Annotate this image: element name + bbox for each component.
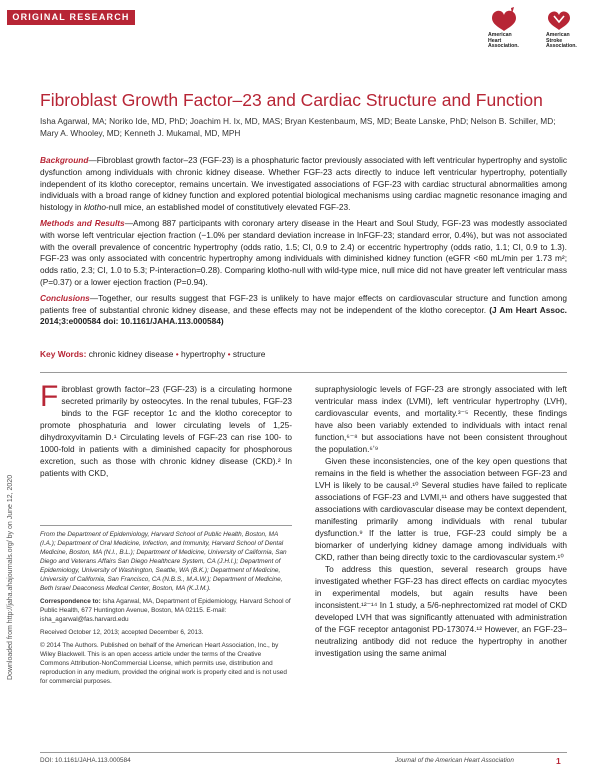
- keyword-item: chronic kidney disease: [88, 349, 174, 359]
- keyword-item: structure: [232, 349, 266, 359]
- citation: (J Am Heart Assoc. 2014;3:e000584 doi: 10.1161/JAHA.113.000584): [40, 304, 567, 327]
- copyright-notice: © 2014 The Authors. Published on behalf of the American Heart Association, Inc., by Wiley Blackwell. This is an open access article under the terms of the Creative Commons Attribution-NonCommercial License, which permits use, distribution and reproduction in any medium, provided the original work is properly cited and is not used for commercial purposes.: [40, 642, 287, 685]
- publisher-1-name: American Heart Association.: [488, 32, 519, 50]
- conclusions-label: Conclusions: [40, 292, 90, 303]
- body-paragraph: Fibroblast growth factor–23 (FGF-23) is a circulating hormone secreted primarily by osteocytes. In the renal tubules, FGF-23 binds to the FGF receptor 1c and the klotho coreceptor to promote phosphaturia and lower circulating levels of 1,25-dihydroxyvitamin D.¹ Circulating levels of FGF-23 can rise 100- to 1000-fold in patients with a diminished capacity for phosphorous excretion, such as those with chronic kidney disease (CKD).² In patients with CKD,: [40, 380, 292, 478]
- keyword-separator: •: [227, 349, 231, 359]
- abstract: [40, 155, 567, 332]
- keyword-item: hypertrophy: [181, 349, 226, 359]
- publisher-logos: [488, 6, 594, 48]
- section-label: ORIGINAL RESEARCH: [7, 10, 135, 25]
- drop-cap: F: [40, 380, 59, 413]
- footer-journal: Journal of the American Heart Association: [395, 757, 514, 764]
- affiliations: From the Department of Epidemiology, Harvard School of Public Health, Boston, MA (I.A.); Department of Oral Medicine, Infection, and Immunity, Harvard School of Dental Medicine, Boston, MA (N.I., B.L.); Department of Medicine, University of California, San Diego and Veterans Affairs San Diego Healthcare System, CA (J.H.I.); Department of Epidemiology, University of Washington, Seattle, WA (B.K.); Department of Medicine, University of California, San Francisco, CA (N.B.S., M.A.W.); Department of Medicine, Beth Israel Deaconess Medical Center, Boston, MA (K.J.M.).: [40, 531, 287, 592]
- stroke-logo-icon: [546, 6, 572, 32]
- abstract-methods: Methods and Results—Among 887 participants with coronary artery disease in the Heart and Soul Study, FGF-23 was modestly associated with worse left ventricular ejection fraction (−1.0% per standard deviation increase in lnFGF-23; standard error, 0.4%), but was not associated with the overall prevalence of concentric hypertrophy (odds ratio, 1.5; CI, 0.9 to 2.4) or eccentric hypertrophy (odds ratio, 1.1; CI, 0.9 to 1.3). FGF-23 was only associated with concentric hypertrophy among individuals with diminished kidney function (eGFR <60 mL/min per 1.73 m²; odds ratio, 2.3; CI, 1.0 to 5.3; P-interaction=0.28). Comparing klotho-null with wild-type mice, null mice did not have greater left ventricular mass (P=0.37) or a lower ejection fraction (P=0.94).: [40, 217, 567, 287]
- author-list: Isha Agarwal, MA; Noriko Ide, MD, PhD; Joachim H. Ix, MD, MAS; Bryan Kestenbaum, MS, MD; Beate Lanske, PhD; Nelson B. Schiller, MD; Mary A. Whooley, MD; Kenneth J. Mukamal, MD, MPH: [40, 116, 556, 138]
- body-column-left: [40, 380, 292, 479]
- abstract-conclusions: Conclusions—Together, our results suggest that FGF-23 is unlikely to have major effects on cardiovascular structure and function among patients free of substantial chronic kidney disease, and these effects may not be independent of the klotho coreceptor. (J Am Heart Assoc. 2014;3:e000584 doi: 10.1161/JAHA.113.000584): [40, 292, 567, 327]
- divider: [40, 372, 567, 373]
- body-column-right: [315, 383, 567, 659]
- background-label: Background: [40, 155, 89, 165]
- abstract-background: Background—Fibroblast growth factor–23 (FGF-23) is a phosphaturic factor previously associated with left ventricular hypertrophy and systolic dysfunction among individuals with chronic kidney disease. Whether FGF-23 acts directly to induce left ventricular hypertrophy, potentially independent of its klotho coreceptor, remains uncertain. We investigated associations of FGF-23 with cardiac structural abnormalities among individuals with a broad range of kidney function and explored potential biological mechanisms using cardiac magnetic resonance imaging and histology in klotho-null mice, an established model of constitutively elevated FGF-23.: [40, 155, 567, 213]
- heart-torch-logo-icon: [488, 6, 528, 32]
- body-paragraph: supraphysiologic levels of FGF-23 are strongly associated with left ventricular mass index (LVMI), left ventricular hypertrophy (LVH), cardiovascular events, and mortality.³⁻⁵ Recently, these findings have also been variably extended to individuals with intact renal function,⁶⁻⁸ but associations have not been consistent throughout the population.⁶ʼ⁹: [315, 384, 567, 454]
- footnote-divider: [40, 525, 292, 526]
- footnotes: [40, 530, 292, 690]
- footer-doi: DOI: 10.1161/JAHA.113.000584: [40, 757, 131, 764]
- body-paragraph: To address this question, several research groups have investigated whether FGF-23 has direct effects on cardiac myocytes in experimental models, but again results have been inconsistent.¹²⁻¹⁴ In 1 study, a 5/6-nephrectomized rat model of CKD developed LVH that was significantly attenuated with administration of the FGF receptor antagonist PD-173074.¹² However, an FGF-23–neutralizing antibody did not reduce the hypertrophy in another investigation using the same animal: [315, 564, 567, 658]
- publisher-2-name: American Stroke Association.: [546, 32, 577, 50]
- download-note: Downloaded from http://jaha.ahajournals.org/ by on June 12, 2020: [7, 474, 14, 680]
- body-paragraph: Given these inconsistencies, one of the key open questions that remains in the field is whether the association between FGF-23 and LVH is likely to be causal.¹⁰ Several studies have failed to replicate associations of FGF-23 and LVMI,¹¹ and others have suggested that associations with cardiovascular disease may be context dependent, manifesting primarily among individuals with renal tubular dysfunction.⁹ If the latter is true, FGF-23 could simply be a biomarker of underlying kidney damage among individuals with CKD, rather than being directly toxic to the cardiovascular system.¹⁰: [315, 456, 567, 562]
- received-dates: Received October 12, 2013; accepted December 6, 2013.: [40, 629, 204, 636]
- keywords-label: Key Words:: [40, 349, 87, 359]
- footer-divider: [40, 752, 567, 753]
- methods-label: Methods and Results: [40, 217, 125, 228]
- page-number: 1: [556, 756, 561, 766]
- keyword-separator: •: [175, 349, 179, 359]
- article-title: Fibroblast Growth Factor–23 and Cardiac Structure and Function: [40, 90, 543, 110]
- correspondence: Correspondence to: Isha Agarwal, MA, Department of Epidemiology, Harvard School of Public Health, 677 Huntington Avenue, Boston, MA 02115. E-mail: isha_agarwal@fas.harvard.edu: [40, 598, 291, 623]
- keywords: [40, 349, 567, 359]
